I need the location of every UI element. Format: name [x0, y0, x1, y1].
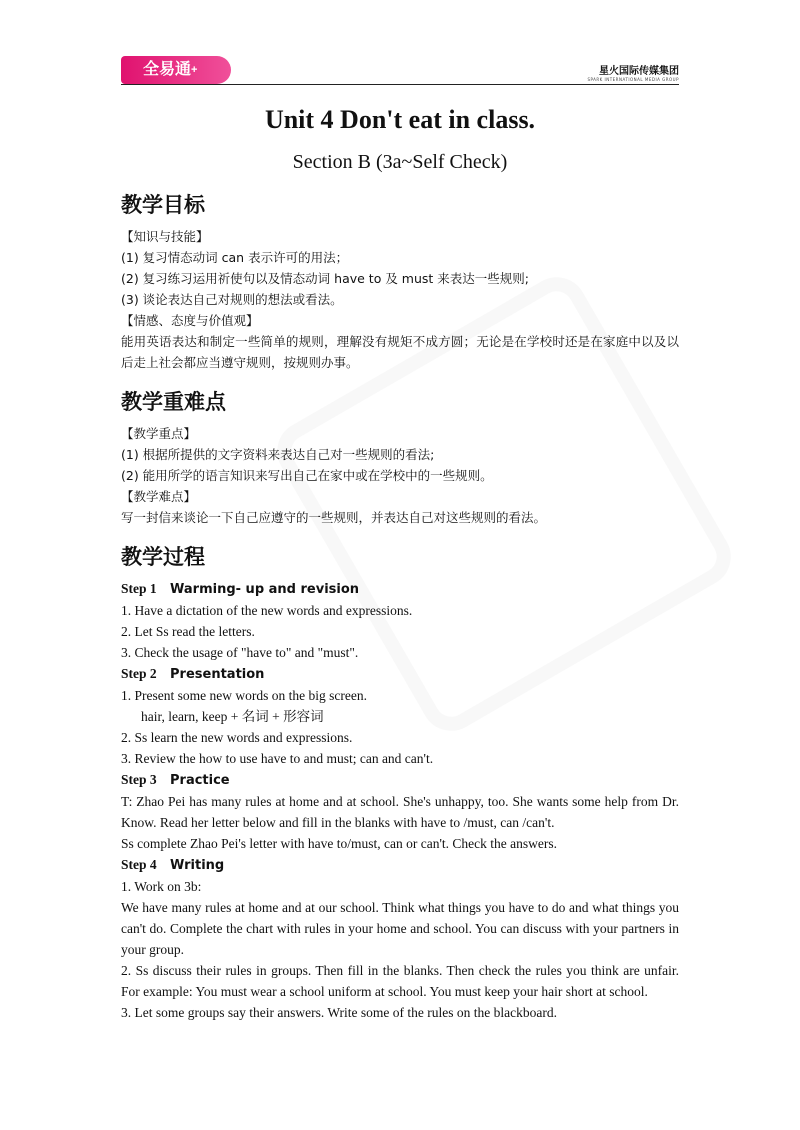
publisher-name: 星火国际传媒集团 — [599, 66, 679, 77]
section-heading-focus: 教学重难点 — [121, 390, 226, 414]
goals-line: 【情感、态度与价值观】 — [121, 313, 259, 328]
focus-line: (1) 根据所提供的文字资料来表达自己对一些规则的看法; — [121, 447, 435, 462]
document-body — [121, 96, 679, 1023]
page-subtitle: Section B (3a~Self Check) — [292, 151, 508, 173]
step-line: 1. Work on 3b: — [121, 879, 202, 894]
step-line: 2. Ss learn the new words and expressions. — [121, 730, 353, 745]
step-line: 3. Review the how to use have to and must; can and can't. — [121, 751, 434, 766]
focus-line: 写一封信来谈论一下自己应遵守的一些规则，并表达自己对这些规则的看法。 — [121, 510, 547, 525]
logo-star: + — [191, 64, 198, 76]
brand-logo — [121, 56, 231, 84]
step-label: Step 4 — [121, 857, 157, 872]
step-label: Step 2 — [121, 666, 157, 681]
step-line: We have many rules at home and at our school. Think what things you have to do and what things you can't do. Complete the chart with rules in your home and school. You can discuss with your partners in your group. — [121, 900, 679, 957]
step-line: 3. Let some groups say their answers. Write some of the rules on the blackboard. — [121, 1005, 557, 1020]
section-heading-goals: 教学目标 — [121, 193, 205, 217]
logo-text: 全易通 — [143, 61, 192, 78]
goals-line: (1) 复习情态动词 can 表示许可的用法； — [121, 250, 349, 265]
step-line: 2. Let Ss read the letters. — [121, 624, 255, 639]
goals-line: (3) 谈论表达自己对规则的想法或看法。 — [121, 292, 343, 307]
step-line: Ss complete Zhao Pei's letter with have to/must, can or can't. Check the answers. — [121, 836, 558, 851]
step-line: T: Zhao Pei has many rules at home and at school. She's unhappy, too. She wants some help from Dr. Know. Read her letter below and fill in the blanks with have to /must, can /can't. — [121, 794, 679, 830]
step-line: hair, learn, keep + 名词 + 形容词 — [141, 709, 324, 724]
header-divider — [121, 84, 679, 85]
step-heading — [121, 769, 679, 791]
step-label: Step 3 — [121, 772, 157, 787]
step-name: Writing — [170, 858, 225, 873]
page-title: Unit 4 Don't eat in class. — [264, 105, 536, 134]
step-heading — [121, 854, 679, 876]
goals-line: (2) 复习练习运用祈使句以及情态动词 have to 及 must 来表达一些规则; — [121, 271, 529, 286]
step-heading — [121, 663, 679, 685]
focus-line: (2) 能用所学的语言知识来写出自己在家中或在学校中的一些规则。 — [121, 468, 493, 483]
step-name: Presentation — [170, 667, 265, 682]
step-name: Warming- up and revision — [170, 582, 360, 597]
step-label: Step 1 — [121, 581, 157, 596]
step-name: Practice — [170, 773, 230, 788]
goals-line: 【知识与技能】 — [121, 229, 209, 244]
step-line: 3. Check the usage of "have to" and "must". — [121, 645, 359, 660]
step-line: 1. Have a dictation of the new words and expressions. — [121, 603, 413, 618]
focus-line: 【教学难点】 — [121, 489, 197, 504]
publisher-name-en: SPARK INTERNATIONAL MEDIA GROUP — [587, 77, 679, 82]
publisher-brand — [587, 62, 679, 82]
goals-line: 能用英语表达和制定一些简单的规则，理解没有规矩不成方圆；无论是在学校时还是在家庭中以及以后走上社会都应当遵守规则，按规则办事。 — [121, 334, 679, 370]
step-line: 1. Present some new words on the big screen. — [121, 688, 367, 703]
step-line: 2. Ss discuss their rules in groups. Then fill in the blanks. Then check the rules you think are unfair. For example: You must wear a school uniform at school. You must keep your hair short at school. — [121, 963, 679, 999]
step-heading — [121, 578, 679, 600]
focus-line: 【教学重点】 — [121, 426, 197, 441]
section-heading-process: 教学过程 — [121, 545, 205, 569]
